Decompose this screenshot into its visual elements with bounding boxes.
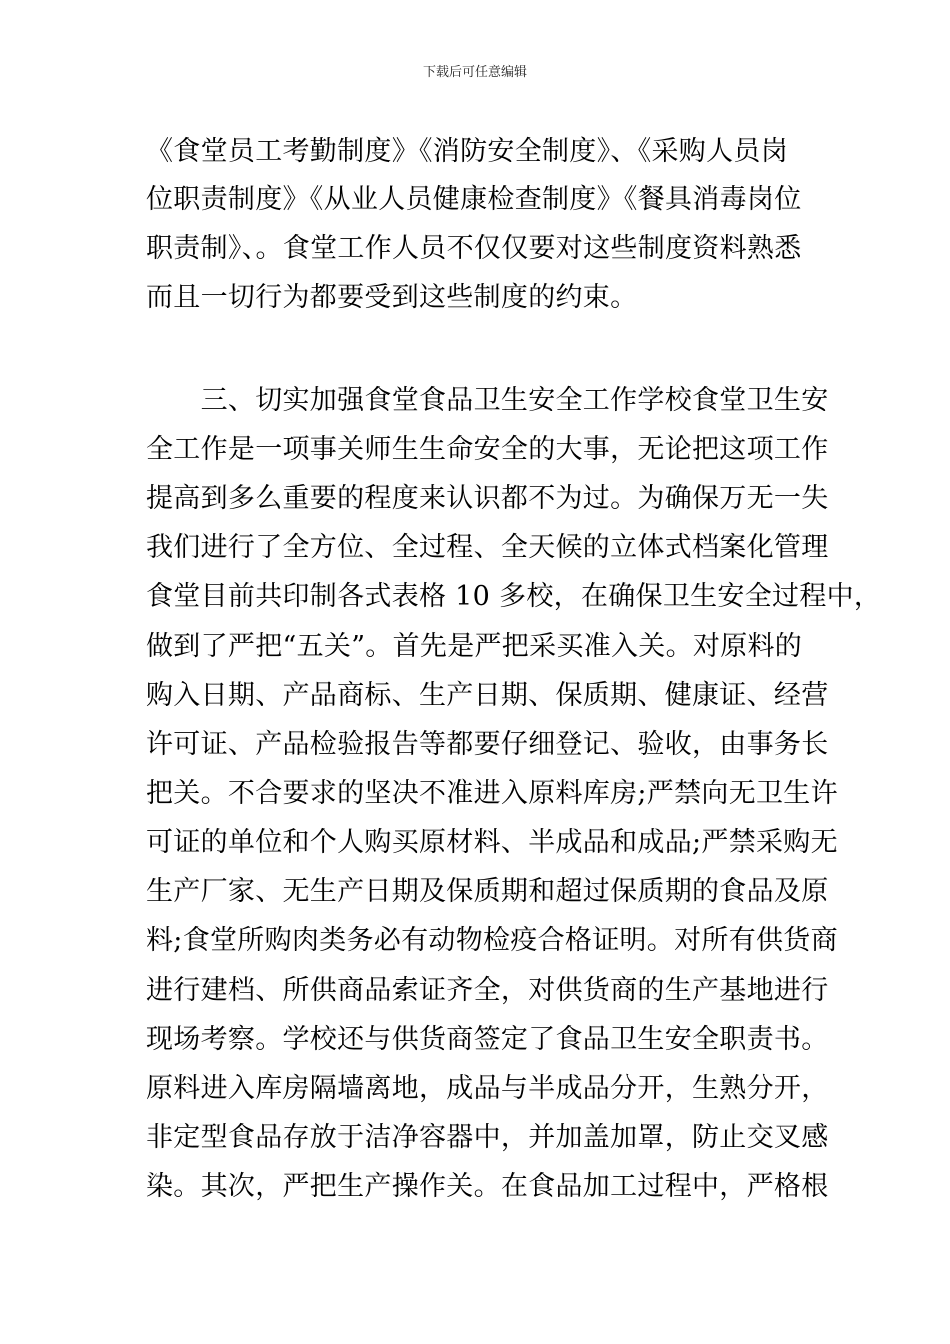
page-header: 下载后可任意编辑 [422, 65, 527, 80]
text-line: 而且一切行为都要受到这些制度的约束。 [146, 282, 638, 313]
text-line: 食堂目前共印制各式表格 10 多校，在确保卫生安全过程中， [146, 581, 882, 612]
text-line: 生产厂家、无生产日期及保质期和超过保质期的食品及原 [146, 876, 829, 907]
text-line: 非定型食品存放于洁净容器中，并加盖加罩，防止交叉感 [146, 1122, 829, 1153]
text-line: 全工作是一项事关师生生命安全的大事，无论把这项工作 [146, 434, 829, 465]
text-line: 染。其次，严把生产操作关。在食品加工过程中，严格根 [146, 1171, 829, 1202]
text-line: 料;食堂所购肉类务必有动物检疫合格证明。对所有供货商 [146, 925, 838, 956]
text-line: 许可证、产品检验报告等都要仔细登记、验收，由事务长 [146, 729, 829, 760]
text-line: 购入日期、产品商标、生产日期、保质期、健康证、经营 [146, 680, 829, 711]
text-line: 三、切实加强食堂食品卫生安全工作学校食堂卫生安 [146, 385, 829, 416]
text-line: 可证的单位和个人购买原材料、半成品和成品;严禁采购无 [146, 827, 838, 858]
text-line: 位职责制度》《从业人员健康检查制度》《餐具消毒岗位 [146, 184, 802, 215]
text-line: 提高到多么重要的程度来认识都不为过。为确保万无一失 [146, 483, 829, 514]
text-line: 做到了严把“五关”。首先是严把采买准入关。对原料的 [146, 631, 803, 662]
text-line: 原料进入库房隔墙离地，成品与半成品分开，生熟分开， [146, 1073, 829, 1104]
text-line: 把关。不合要求的坚决不准进入原料库房;严禁向无卫生许 [146, 778, 838, 809]
text-line: 现场考察。学校还与供货商签定了食品卫生安全职责书。 [146, 1024, 829, 1055]
text-line: 《食堂员工考勤制度》《消防安全制度》、《采购人员岗 [146, 136, 788, 167]
text-line: 进行建档、所供商品索证齐全，对供货商的生产基地进行 [146, 975, 829, 1006]
text-line: 我们进行了全方位、全过程、全天候的立体式档案化管理 [146, 532, 829, 563]
text-line: 职责制》、。食堂工作人员不仅仅要对这些制度资料熟悉 [146, 233, 802, 264]
